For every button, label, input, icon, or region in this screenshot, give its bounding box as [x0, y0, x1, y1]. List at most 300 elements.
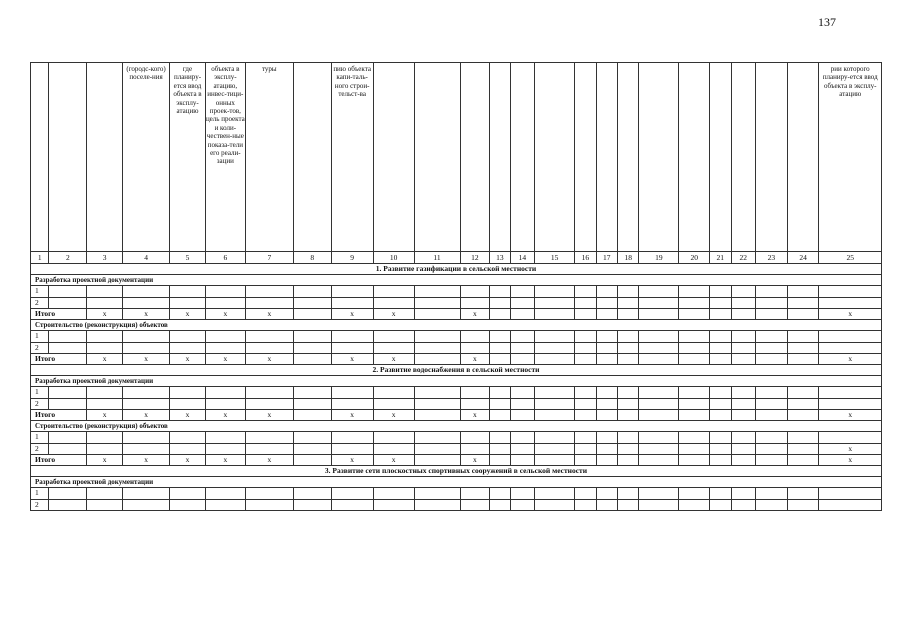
table-cell [679, 398, 710, 410]
table-cell [731, 398, 756, 410]
table-cell [618, 331, 639, 343]
table-cell [535, 286, 575, 298]
table-cell [205, 398, 245, 410]
table-cell [575, 342, 596, 354]
table-cell: x [460, 455, 490, 466]
table-cell: x [373, 309, 414, 320]
table-row [31, 331, 882, 343]
table-cell [460, 286, 490, 298]
row-number: 1 [31, 286, 49, 298]
header-cell [756, 63, 788, 252]
column-number: 25 [819, 252, 882, 264]
table-cell [49, 443, 87, 455]
table-cell [414, 354, 460, 365]
header-cell-text [415, 63, 460, 65]
table-cell [205, 331, 245, 343]
column-number: 23 [756, 252, 788, 264]
column-number: 9 [331, 252, 373, 264]
table-row [31, 398, 882, 410]
table-cell: x [123, 410, 170, 421]
table-cell [331, 398, 373, 410]
table-cell [787, 455, 819, 466]
table-cell [710, 309, 731, 320]
total-label: Итого [31, 309, 87, 320]
header-cell [245, 63, 293, 252]
table-cell [618, 443, 639, 455]
table-cell [756, 387, 788, 399]
table-cell [535, 354, 575, 365]
group-title-row [31, 477, 882, 488]
header-cell-text [756, 63, 787, 65]
table-cell [123, 432, 170, 444]
table-cell [535, 387, 575, 399]
table-cell [205, 443, 245, 455]
table-cell: x [460, 410, 490, 421]
table-cell: x [87, 455, 123, 466]
column-number: 21 [710, 252, 731, 264]
table-cell [460, 398, 490, 410]
table-cell [787, 297, 819, 309]
table-cell [331, 432, 373, 444]
header-cell [373, 63, 414, 252]
table-cell [293, 309, 331, 320]
table-cell [123, 499, 170, 511]
table-cell [460, 297, 490, 309]
table-cell [679, 410, 710, 421]
table-cell [731, 499, 756, 511]
table-cell [170, 297, 206, 309]
table-cell: x [819, 455, 882, 466]
table-cell [596, 443, 617, 455]
table-cell [710, 443, 731, 455]
table-cell [787, 443, 819, 455]
table-cell [331, 297, 373, 309]
table-cell [414, 342, 460, 354]
column-number: 8 [293, 252, 331, 264]
table-cell [639, 432, 679, 444]
table-cell [756, 342, 788, 354]
table-cell [575, 387, 596, 399]
table-cell [49, 342, 87, 354]
table-row [31, 432, 882, 444]
table-cell [535, 331, 575, 343]
table-cell [510, 443, 535, 455]
table-cell [819, 499, 882, 511]
column-number: 14 [510, 252, 535, 264]
table-cell [49, 286, 87, 298]
header-cell-text [461, 63, 490, 65]
table-cell [490, 342, 510, 354]
table-cell: x [460, 309, 490, 320]
table-cell [245, 297, 293, 309]
table-cell [679, 309, 710, 320]
group-title-row [31, 275, 882, 286]
table-cell [373, 432, 414, 444]
section-title: 3. Развитие сети плоскостных спортивных сооружений в сельской местности [31, 466, 882, 477]
report-table [30, 62, 882, 511]
table-cell [205, 286, 245, 298]
table-cell [373, 398, 414, 410]
header-cell-text [535, 63, 574, 65]
table-cell [618, 309, 639, 320]
table-cell: x [170, 354, 206, 365]
header-cell-text [575, 63, 595, 65]
table-cell [710, 398, 731, 410]
table-cell [510, 342, 535, 354]
column-number: 3 [87, 252, 123, 264]
table-cell [87, 297, 123, 309]
table-cell [639, 387, 679, 399]
table-cell [535, 432, 575, 444]
table-cell [510, 297, 535, 309]
row-number: 1 [31, 331, 49, 343]
total-label: Итого [31, 455, 87, 466]
table-cell [123, 398, 170, 410]
column-number: 5 [170, 252, 206, 264]
table-cell [618, 286, 639, 298]
table-cell [639, 398, 679, 410]
header-cell-text [374, 63, 414, 65]
table-cell: x [245, 410, 293, 421]
table-cell [510, 354, 535, 365]
column-number: 11 [414, 252, 460, 264]
table-cell [819, 297, 882, 309]
header-cell [414, 63, 460, 252]
table-cell [756, 398, 788, 410]
table-cell [123, 297, 170, 309]
table-cell [679, 342, 710, 354]
header-cell [618, 63, 639, 252]
table-cell [596, 354, 617, 365]
header-cell [510, 63, 535, 252]
table-cell [331, 342, 373, 354]
group-title: Строительство (реконструкция) объектов [31, 421, 882, 432]
table-cell: x [205, 354, 245, 365]
table-cell [414, 455, 460, 466]
table-cell [618, 387, 639, 399]
table-cell [460, 387, 490, 399]
table-cell [460, 342, 490, 354]
section-title-row [31, 365, 882, 376]
table-cell [373, 297, 414, 309]
table-cell [679, 455, 710, 466]
table-cell [710, 410, 731, 421]
table-cell: x [87, 309, 123, 320]
header-cell-text [710, 63, 730, 65]
table-cell [49, 297, 87, 309]
header-cell [293, 63, 331, 252]
table-cell [170, 398, 206, 410]
table-cell [731, 410, 756, 421]
table-cell [575, 488, 596, 500]
table-cell [490, 488, 510, 500]
table-row [31, 342, 882, 354]
table-cell: x [819, 354, 882, 365]
group-title: Разработка проектной документации [31, 376, 882, 387]
total-label: Итого [31, 410, 87, 421]
table-cell [373, 286, 414, 298]
header-cell [170, 63, 206, 252]
header-cell [575, 63, 596, 252]
column-number-row [31, 252, 882, 264]
table-cell [710, 354, 731, 365]
header-cell [787, 63, 819, 252]
table-cell [575, 432, 596, 444]
table-cell [170, 342, 206, 354]
table-cell [639, 354, 679, 365]
table-cell [414, 432, 460, 444]
column-number: 6 [205, 252, 245, 264]
header-cell-text: рии которого планиру-ется ввод объекта в эксплу-атацию [822, 65, 878, 99]
table-cell [87, 443, 123, 455]
table-cell [123, 342, 170, 354]
table-cell [710, 499, 731, 511]
total-row [31, 410, 882, 421]
header-cell [490, 63, 510, 252]
table-cell: x [205, 410, 245, 421]
table-cell [596, 432, 617, 444]
header-cell [819, 63, 882, 252]
table-cell [756, 443, 788, 455]
header-cell [731, 63, 756, 252]
table-cell [490, 410, 510, 421]
table-cell [575, 410, 596, 421]
header-cell [639, 63, 679, 252]
table-cell [123, 443, 170, 455]
header-cell [49, 63, 87, 252]
header-cell-text: где планиру-ется ввод объекта в эксплу-атацию [173, 65, 202, 116]
column-number: 16 [575, 252, 596, 264]
table-cell [639, 331, 679, 343]
table-cell [639, 410, 679, 421]
table-cell [460, 432, 490, 444]
row-number: 1 [31, 432, 49, 444]
table-cell [679, 297, 710, 309]
table-cell [414, 309, 460, 320]
table-cell [787, 432, 819, 444]
header-cell [331, 63, 373, 252]
table-cell [460, 443, 490, 455]
header-cell-text [639, 63, 678, 65]
table-cell [731, 331, 756, 343]
section-title: 1. Развитие газификации в сельской местности [31, 264, 882, 275]
table-cell [245, 331, 293, 343]
table-cell [575, 354, 596, 365]
header-cell-text: объекта в эксплу-атацию, инвес-тици-онных проек-тов, цель проекта и коли-чествен-ные показа-тели его реали-зации [205, 65, 245, 166]
page-number: 137 [818, 15, 836, 29]
table-cell [756, 354, 788, 365]
table-cell [490, 309, 510, 320]
table-cell [373, 488, 414, 500]
table-cell [535, 309, 575, 320]
table-cell [205, 432, 245, 444]
table-cell [819, 342, 882, 354]
table-cell [293, 354, 331, 365]
table-cell [639, 455, 679, 466]
table-cell [819, 432, 882, 444]
table-cell [756, 331, 788, 343]
table-cell [49, 488, 87, 500]
table-cell [245, 342, 293, 354]
table-cell [710, 342, 731, 354]
header-cell-text [679, 63, 709, 65]
table-cell [819, 331, 882, 343]
group-title-row [31, 320, 882, 331]
table-cell: x [331, 309, 373, 320]
header-cell-text [87, 63, 122, 65]
table-cell [49, 331, 87, 343]
table-cell [535, 443, 575, 455]
table-cell [575, 331, 596, 343]
table-cell [679, 331, 710, 343]
row-number: 1 [31, 488, 49, 500]
table-cell [331, 286, 373, 298]
table-cell [618, 342, 639, 354]
table-cell: x [819, 309, 882, 320]
table-cell [618, 488, 639, 500]
table-cell [731, 488, 756, 500]
table-row [31, 443, 882, 455]
table-cell: x [123, 309, 170, 320]
table-cell [819, 387, 882, 399]
table-cell: x [331, 354, 373, 365]
table-cell [639, 499, 679, 511]
table-cell [618, 410, 639, 421]
table-cell [331, 443, 373, 455]
table-cell [756, 488, 788, 500]
group-title-row [31, 376, 882, 387]
header-cell-text [511, 63, 535, 65]
column-number: 15 [535, 252, 575, 264]
table-cell [535, 342, 575, 354]
table-cell [787, 499, 819, 511]
group-title-row [31, 421, 882, 432]
column-number: 1 [31, 252, 49, 264]
table-cell [710, 331, 731, 343]
table-cell: x [819, 410, 882, 421]
table-cell [510, 432, 535, 444]
table-cell [490, 331, 510, 343]
table-cell [510, 331, 535, 343]
table-cell [49, 432, 87, 444]
table-cell [293, 499, 331, 511]
table-cell [331, 387, 373, 399]
table-cell [756, 432, 788, 444]
total-label: Итого [31, 354, 87, 365]
table-cell [510, 309, 535, 320]
table-cell [87, 387, 123, 399]
table-cell [331, 499, 373, 511]
table-cell [819, 286, 882, 298]
table-cell [787, 488, 819, 500]
header-cell [679, 63, 710, 252]
table-cell [535, 398, 575, 410]
header-cell [460, 63, 490, 252]
table-cell [293, 286, 331, 298]
table-cell [205, 342, 245, 354]
table-cell [49, 387, 87, 399]
column-number: 19 [639, 252, 679, 264]
table-cell [575, 499, 596, 511]
column-number: 22 [731, 252, 756, 264]
table-cell [331, 331, 373, 343]
table-cell [490, 499, 510, 511]
table-cell [123, 488, 170, 500]
table-cell [87, 398, 123, 410]
table-cell [710, 387, 731, 399]
table-cell [787, 331, 819, 343]
table-cell [87, 499, 123, 511]
table-cell [87, 331, 123, 343]
table-cell [596, 297, 617, 309]
table-cell [710, 488, 731, 500]
table-cell [460, 488, 490, 500]
table-cell [756, 410, 788, 421]
table-cell [731, 432, 756, 444]
column-number: 24 [787, 252, 819, 264]
table-cell [679, 286, 710, 298]
header-cell-text: пию объекта капи-таль-ного строи-тельст-ва [333, 65, 371, 99]
table-cell [639, 286, 679, 298]
table-cell [414, 488, 460, 500]
table-cell [293, 432, 331, 444]
table-cell [787, 286, 819, 298]
table-cell [293, 455, 331, 466]
table-cell [639, 488, 679, 500]
table-cell [293, 410, 331, 421]
table-cell [787, 309, 819, 320]
header-cell-text [31, 63, 48, 65]
table-cell [731, 455, 756, 466]
table-cell [787, 387, 819, 399]
table-cell [490, 443, 510, 455]
table-cell [710, 432, 731, 444]
table-cell [731, 342, 756, 354]
header-cell [205, 63, 245, 252]
header-cell-text [597, 63, 617, 65]
table-cell [575, 455, 596, 466]
header-cell-text: (городс-кого) поселе-ния [126, 65, 166, 82]
table-cell [596, 331, 617, 343]
table-cell [731, 297, 756, 309]
table-cell [170, 488, 206, 500]
table-cell [596, 309, 617, 320]
table-row [31, 286, 882, 298]
table-cell [170, 443, 206, 455]
row-number: 2 [31, 398, 49, 410]
table-cell [490, 432, 510, 444]
table-cell [331, 488, 373, 500]
table-cell [679, 354, 710, 365]
table-cell [414, 297, 460, 309]
table-cell [510, 398, 535, 410]
table-cell [596, 499, 617, 511]
table-cell [293, 443, 331, 455]
total-row [31, 455, 882, 466]
table-cell [373, 342, 414, 354]
table-cell [87, 342, 123, 354]
table-cell [618, 354, 639, 365]
table-cell [639, 342, 679, 354]
column-number: 13 [490, 252, 510, 264]
table-cell [710, 286, 731, 298]
table-row [31, 488, 882, 500]
table-cell [170, 499, 206, 511]
table-cell [490, 398, 510, 410]
table-cell [575, 398, 596, 410]
table-cell [245, 432, 293, 444]
table-cell [596, 286, 617, 298]
